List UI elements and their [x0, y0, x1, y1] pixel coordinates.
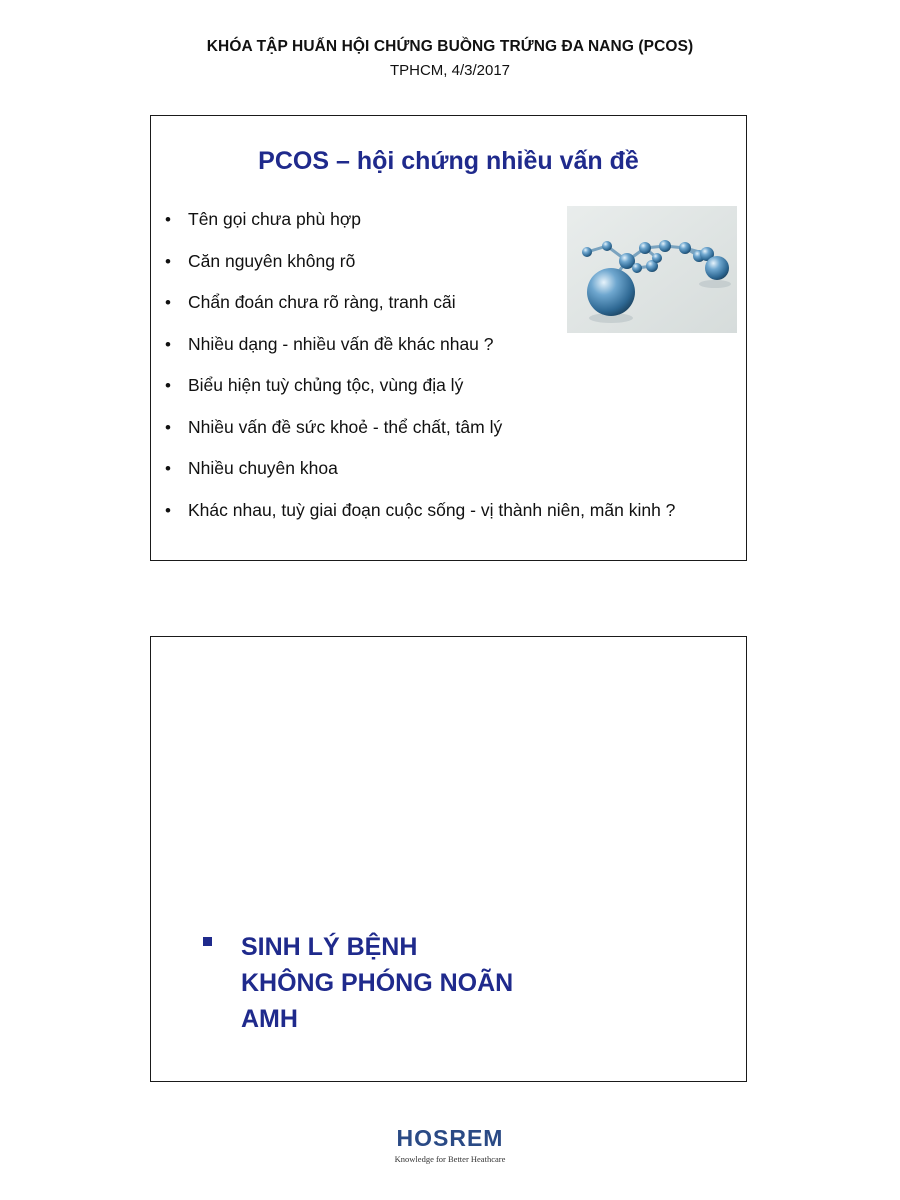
topic-line: AMH [241, 1005, 298, 1033]
bullet-icon: • [165, 293, 171, 312]
hosrem-logo [0, 1125, 900, 1164]
bullet-icon: • [165, 417, 171, 437]
list-item [165, 456, 675, 498]
document-title: KHÓA TẬP HUẤN HỘI CHỨNG BUỒNG TRỨNG ĐA NANG (PCOS) [206, 38, 694, 55]
bullet-icon: • [165, 251, 171, 271]
list-item [165, 498, 675, 540]
molecule-network-icon [567, 206, 737, 333]
bullet-text: Căn nguyên không rõ [188, 250, 356, 271]
slide-1 [150, 115, 747, 561]
bullet-text: Chẩn đoán chưa rõ ràng, tranh cãi [188, 292, 456, 312]
bullet-text: Biểu hiện tuỳ chủng tộc, vùng địa lý [188, 375, 464, 395]
bullet-text: Nhiều chuyên khoa [188, 458, 338, 478]
list-item [165, 332, 675, 374]
document-subtitle: TPHCM, 4/3/2017 [389, 62, 511, 79]
bullet-icon: • [165, 210, 171, 229]
bullet-icon: • [165, 376, 171, 395]
topic-lines [241, 929, 513, 1037]
bullet-text: Nhiều dạng - nhiều vấn đề khác nhau ? [188, 333, 494, 354]
list-item [165, 415, 675, 457]
topic-line: SINH LÝ BỆNH [241, 933, 418, 961]
list-item [165, 373, 675, 415]
bullet-text: Nhiều vấn đề sức khoẻ - thể chất, tâm lý [188, 416, 503, 437]
topic-line: KHÔNG PHÓNG NOÃN [241, 969, 514, 997]
square-bullet-icon [203, 937, 212, 946]
slide-title: PCOS – hội chứng nhiều vấn đề [258, 147, 639, 175]
bullet-icon: • [165, 334, 171, 354]
bullet-icon: • [165, 459, 171, 478]
bullet-icon: • [165, 500, 171, 520]
slide-2 [150, 636, 747, 1082]
bullet-text: Khác nhau, tuỳ giai đoạn cuộc sống - vị thành niên, mãn kinh ? [188, 499, 676, 520]
bullet-text: Tên gọi chưa phù hợp [188, 209, 362, 229]
logo-name: HOSREM [396, 1125, 504, 1151]
page-header [0, 38, 900, 79]
logo-tagline: Knowledge for Better Heathcare [394, 1154, 506, 1164]
